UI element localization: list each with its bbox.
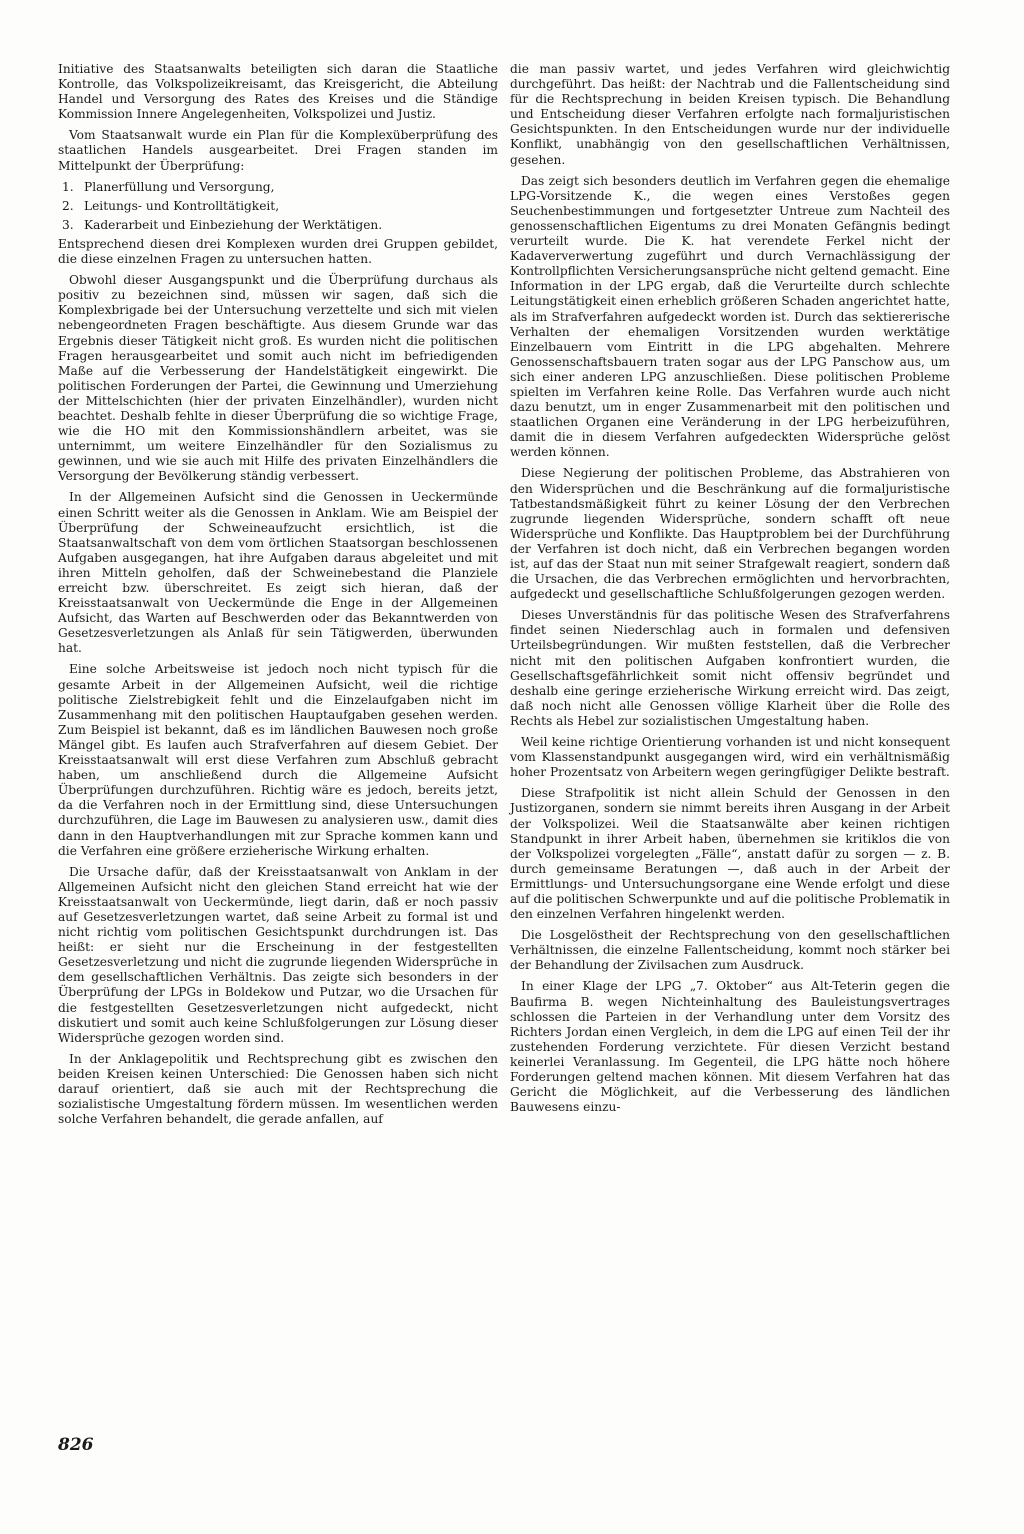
page-number: 826 <box>58 1435 94 1455</box>
paragraph: Die Ursache dafür, daß der Kreisstaatsanwalt von Anklam in der Allgemeinen Aufsicht nicht den gleichen Stand erreicht hat wie der Kreisstaatsanwalt von Ueckermünde, liegt darin, daß er noch passiv auf Gesetzesverletzungen wartet, daß seine Arbeit zu formal ist und nicht richtig vom politischen Gesichtspunkt durchdrungen ist. Das heißt: er sieht nur die Erscheinung in der festgestellten Gesetzesverletzung und nicht die zugrunde liegenden Widersprüche in dem gesellschaftlichen Verhältnis. Das zeigte sich besonders in der Überprüfung der LPGs in Boldekow und Putzar, wo die Ursachen für die festgestellten Gesetzesverletzungen nicht aufgedeckt, nicht diskutiert und somit auch keine Schlußfolgerungen zur Lösung dieser Widersprüche gezogen worden sind. <box>58 864 498 1045</box>
list-number: 1. <box>62 179 74 194</box>
list-text: Kaderarbeit und Einbeziehung der Werktätigen. <box>84 217 383 232</box>
paragraph: Vom Staatsanwalt wurde ein Plan für die Komplexüberprüfung des staatlichen Handels ausgearbeitet. Drei Fragen standen im Mittelpunkt der Überprüfung: <box>58 128 498 173</box>
paragraph: Das zeigt sich besonders deutlich im Verfahren gegen die ehemalige LPG-Vorsitzende K., die wegen eines Verstoßes gegen Seuchenbestimmungen und fortgesetzter Untreue zum Nachteil des genossenschaftlichen Eigentums zu drei Monaten Gefängnis bedingt verurteilt wurde. Die K. hat verendete Ferkel nicht der Kadaververwertung zugeführt und durch Vernachlässigung der Kontrollpflichten Versicherungsansprüche nicht geltend gemacht. Eine Information in der LPG ergab, daß die Verurteilte durch schlechte Leitungstätigkeit einen erheblich größeren Schaden angerichtet hatte, als im Strafverfahren aufgedeckt worden ist. Durch das sektiererische Verhalten der ehemaligen Vorsitzenden wurden werktätige Einzelbauern vom Eintritt in die LPG abgehalten. Mehrere Genossenschaftsbauern traten sogar aus der LPG Panschow aus, um sich einer anderen LPG anzuschließen. Diese politischen Probleme spielten im Verfahren keine Rolle. Das Verfahren wurde auch nicht dazu benutzt, um in enger Zusammenarbeit mit den politischen und staatlichen Organen eine Veränderung in der LPG herbeizuführen, damit die in diesem Verfahren aufgedeckten Widersprüche gelöst werden können. <box>510 173 950 460</box>
paragraph: In der Allgemeinen Aufsicht sind die Genossen in Ueckermünde einen Schritt weiter als die Genossen in Anklam. Wie am Beispiel der Überprüfung der Schweineaufzucht ersichtlich, ist die Staatsanwaltschaft von dem vom örtlichen Staatsorgan beschlossenen Aufgaben ausgegangen, hat ihre Aufgaben daraus abgeleitet und mit ihren Mitteln geholfen, daß der Schweinebestand die Planziele erreicht bzw. überschreitet. Es zeigt sich hieran, daß der Kreisstaatsanwalt von Ueckermünde die Enge in der Allgemeinen Aufsicht, das Warten auf Beschwerden oder das Bekanntwerden von Gesetzesverletzungen als Anlaß für sein Tätigwerden, überwunden hat. <box>58 490 498 656</box>
paragraph: Initiative des Staatsanwalts beteiligten sich daran die Staatliche Kontrolle, das Volkspolizeikreisamt, das Kreisgericht, die Abteilung Handel und Versorgung des Rates des Kreises und die Ständige Kommission Innere Angelegenheiten, Volkspolizei und Justiz. <box>58 62 498 122</box>
list-item <box>58 180 498 195</box>
paragraph: In einer Klage der LPG „7. Oktober“ aus Alt-Teterin gegen die Baufirma B. wegen Nichteinhaltung des Bauleistungsvertrages schlossen die Parteien in der Verhandlung unter dem Vorsitz des Richters Jordan einen Vergleich, in dem die LPG auf einen Teil der ihr zustehenden Forderung verzichtete. Für diesen Verzicht bestand keinerlei Veranlassung. Im Gegenteil, die LPG hätte noch höhere Forderungen geltend machen können. Mit diesem Verfahren hat das Gericht die Möglichkeit, auf die Verbesserung des ländlichen Bauwesens einzu- <box>510 979 950 1115</box>
paragraph: Entsprechend diesen drei Komplexen wurden drei Gruppen gebildet, die diese einzelnen Fragen zu untersuchen hatten. <box>58 236 498 267</box>
list-item <box>58 199 498 214</box>
paragraph: Dieses Unverständnis für das politische Wesen des Strafverfahrens findet seinen Niederschlag auch in formalen und defensiven Urteilsbegründungen. Wir mußten feststellen, daß die Verbrecher nicht mit den politischen Aufgaben konfrontiert wurden, die Gesellschaftsgefährlichkeit somit nicht offensiv begründet und deshalb eine geringe erzieherische Wirkung erreicht wird. Das zeigt, daß noch nicht alle Genossen völlige Klarheit über die Rolle des Rechts als Hebel zur sozialistischen Umgestaltung haben. <box>510 608 950 728</box>
list-text: Leitungs- und Kontrolltätigkeit, <box>84 198 280 213</box>
list-text: Planerfüllung und Versorgung, <box>84 179 275 194</box>
paragraph: Diese Negierung der politischen Probleme, das Abstrahieren von den Widersprüchen und die Beschränkung auf die formaljuristische Tatbestandsmäßigkeit führt zu keiner Lösung der den Verbrechen zugrunde liegenden Widersprüche, sondern schafft oft neue Widersprüche und Konflikte. Das Hauptproblem bei der Durchführung der Verfahren ist doch nicht, daß ein Verbrechen begangen worden ist, auf das der Staat nun mit seiner Strafgewalt reagiert, sondern daß die Ursachen, die das Verbrechen ermöglichten und hervorbrachten, aufgedeckt und gesellschaftliche Schlußfolgerungen gezogen werden. <box>510 466 950 602</box>
list-number: 2. <box>62 198 74 213</box>
paragraph: Eine solche Arbeitsweise ist jedoch noch nicht typisch für die gesamte Arbeit in der Allgemeinen Aufsicht, weil die richtige politische Zielstrebigkeit fehlt und die Einzelaufgaben nicht im Zusammenhang mit den politischen Hauptaufgaben gesehen werden. Zum Beispiel ist bekannt, daß es im ländlichen Bauwesen noch große Mängel gibt. Es laufen auch Strafverfahren auf diesem Gebiet. Der Kreisstaatsanwalt will erst diese Verfahren zum Abschluß gebracht haben, um anschließend durch die Allgemeine Aufsicht Überprüfungen durchzuführen. Richtig wäre es jedoch, bereits jetzt, da die Verfahren noch in der Ermittlung sind, diese Untersuchungen durchzuführen, die Lage im Bauwesen zu analysieren usw., damit dies dann in den Hauptverhandlungen mit zur Sprache kommen kann und die Verfahren eine größere erzieherische Wirkung erhalten. <box>58 662 498 858</box>
numbered-list <box>58 180 498 233</box>
list-number: 3. <box>62 217 74 232</box>
right-column <box>510 62 950 1121</box>
paragraph: Diese Strafpolitik ist nicht allein Schuld der Genossen in den Justizorganen, sondern sie nimmt bereits ihren Ausgang in der Arbeit der Volkspolizei. Weil die Staatsanwälte aber keinen richtigen Standpunkt in ihrer Arbeit haben, übernehmen sie kritiklos die von der Volkspolizei vorgelegten „Fälle“, anstatt dafür zu sorgen — z. B. durch gemeinsame Beratungen —, daß auch in der Arbeit der Ermittlungs- und Untersuchungsorgane eine Wende erfolgt und diese auf die politischen Schwerpunkte und auf die politische Problematik in den einzelnen Verfahren hingelenkt werden. <box>510 786 950 922</box>
list-item <box>58 218 498 233</box>
paragraph: Weil keine richtige Orientierung vorhanden ist und nicht konsequent vom Klassenstandpunkt ausgegangen wird, wird ein verhältnismäßig hoher Prozentsatz von Arbeitern wegen geringfügiger Delikte bestraft. <box>510 735 950 780</box>
left-column <box>58 62 498 1133</box>
paragraph: In der Anklagepolitik und Rechtsprechung gibt es zwischen den beiden Kreisen keinen Unterschied: Die Genossen haben sich nicht darauf orientiert, daß sie auch mit der Rechtsprechung die sozialistische Umgestaltung fördern müssen. Im wesentlichen werden solche Verfahren behandelt, die gerade anfallen, auf <box>58 1051 498 1127</box>
paragraph: die man passiv wartet, und jedes Verfahren wird gleichwichtig durchgeführt. Das heißt: der Nachtrab und die Fallentscheidung sind für die Rechtsprechung in beiden Kreisen typisch. Die Behandlung und Entscheidung dieser Verfahren erfolgte nach formaljuristischen Gesichtspunkten. In den Entscheidungen wurde nur der individuelle Konflikt, unabhängig von den gesellschaftlichen Verhältnissen, gesehen. <box>510 62 950 167</box>
paragraph: Obwohl dieser Ausgangspunkt und die Überprüfung durchaus als positiv zu bezeichnen sind, müssen wir sagen, daß sich die Komplexbrigade bei der Untersuchung verzettelte und sich mit vielen nebengeordneten Fragen beschäftigte. Aus diesem Grunde war das Ergebnis dieser Tätigkeit nicht groß. Es wurden nicht die politischen Fragen herausgearbeitet und somit auch nicht im befriedigenden Maße auf die Verbesserung der Handelstätigkeit eingewirkt. Die politischen Forderungen der Partei, die Gewinnung und Umerziehung der Mittelschichten (hier der privaten Einzelhändler), wurden nicht beachtet. Deshalb fehlte in dieser Überprüfung die so wichtige Frage, wie die HO mit den Kommissionshändlern arbeitet, was sie unternimmt, um weitere Einzelhändler für den Sozialismus zu gewinnen, und wie sie auch mit Hilfe des privaten Einzelhändlers die Versorgung der Bevölkerung ständig verbessert. <box>58 273 498 484</box>
paragraph: Die Losgelöstheit der Rechtsprechung von den gesellschaftlichen Verhältnissen, die einzelne Fallentscheidung, kommt noch stärker bei der Behandlung der Zivilsachen zum Ausdruck. <box>510 928 950 973</box>
